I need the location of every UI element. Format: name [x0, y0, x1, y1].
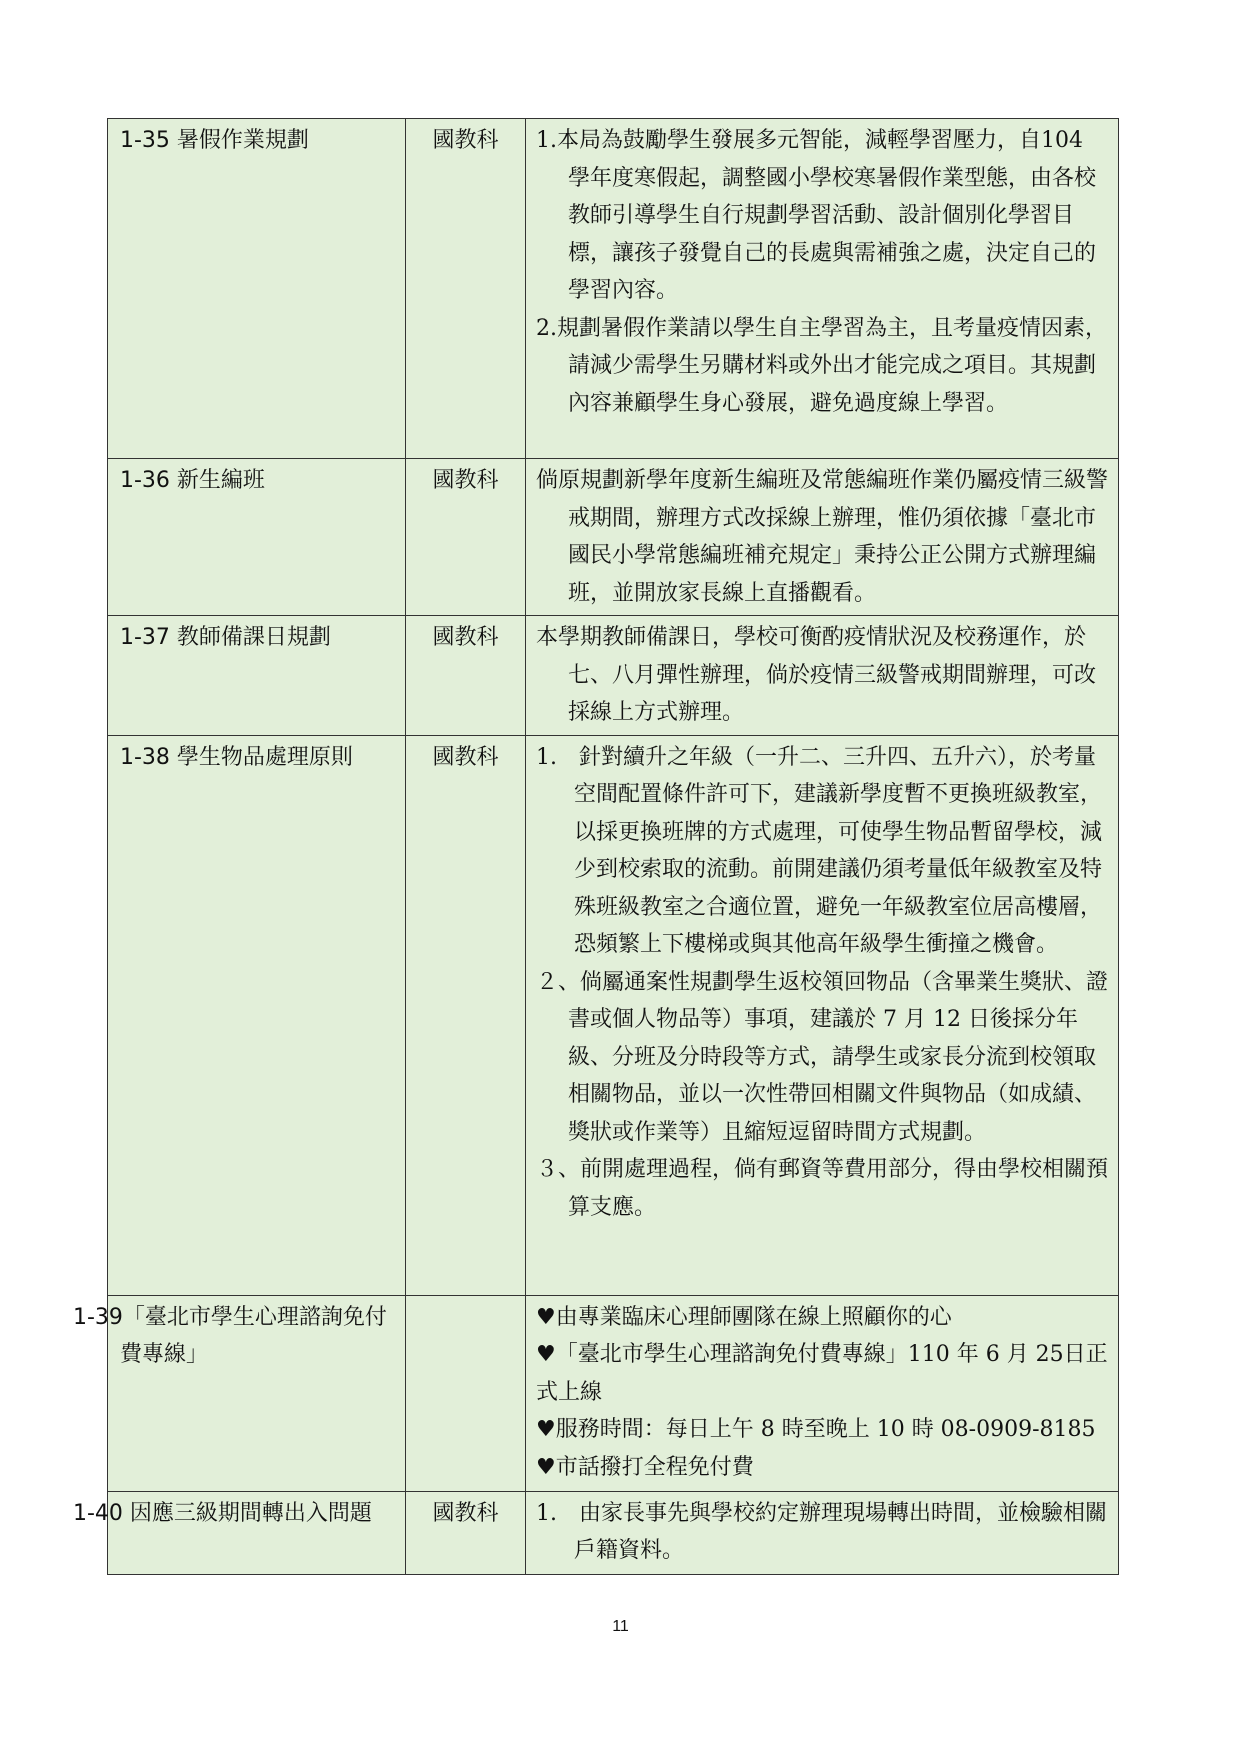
- content-paragraph: ３、前開處理過程，倘有郵資等費用部分，得由學校相關預算支應。: [536, 1157, 1109, 1220]
- content-paragraph: 2.規劃暑假作業請以學生自主學習為主，且考量疫情因素，請減少需學生另購材料或外出才能完成之項目。其規劃內容兼顧學生身心發展，避免過度線上學習。: [536, 315, 1107, 416]
- regulations-table: [73, 118, 1119, 1575]
- content-paragraph: ♥市話撥打全程免付費: [536, 1454, 754, 1480]
- topic-cell: 1-38 學生物品處理原則: [108, 735, 406, 1295]
- content-paragraph: 倘原規劃新學年度新生編班及常態編班作業仍屬疫情三級警戒期間，辦理方式改採線上辦理，惟仍須依據「臺北市國民小學常態編班補充規定」秉持公正公開方式辦理編班，並開放家長線上直播觀看。: [536, 468, 1109, 606]
- topic-cell: 1-36 新生編班: [108, 459, 406, 616]
- topic-cell: 1-35 暑假作業規劃: [108, 119, 406, 459]
- content-cell: [526, 119, 1119, 459]
- table-row: [108, 616, 1119, 736]
- department-cell: 國教科: [406, 735, 526, 1295]
- department-cell: 國教科: [406, 119, 526, 459]
- department-cell: 國教科: [406, 616, 526, 736]
- content-paragraph: ２、倘屬通案性規劃學生返校領回物品（含畢業生獎狀、證書或個人物品等）事項，建議於 7 月 12 日後採分年級、分班及分時段等方式，請學生或家長分流到校領取相關物品，並以一次性帶回相關文件與物品（如成績、獎狀或作業等）且縮短逗留時間方式規劃。: [536, 969, 1109, 1145]
- page-number: 11: [612, 1618, 629, 1635]
- table-row: [108, 735, 1119, 1295]
- content-paragraph: ♥由專業臨床心理師團隊在線上照顧你的心: [536, 1304, 952, 1330]
- content-paragraph: 1. 由家長事先與學校約定辦理現場轉出時間，並檢驗相關戶籍資料。: [536, 1500, 1107, 1563]
- department-cell: 國教科: [406, 1491, 526, 1574]
- content-paragraph: ♥「臺北市學生心理諮詢免付費專線」110 年 6 月 25日正式上線: [536, 1342, 1108, 1405]
- department-cell: 國教科: [406, 459, 526, 616]
- topic-cell: 1-39「臺北市學生心理諮詢免付費專線」: [108, 1295, 406, 1491]
- content-paragraph: ♥服務時間：每日上午 8 時至晚上 10 時 08-0909-8185: [536, 1417, 1096, 1442]
- department-cell: [406, 1295, 526, 1491]
- topic-cell: 1-40 因應三級期間轉出入問題: [108, 1491, 406, 1574]
- table-row: [108, 1491, 1119, 1574]
- content-paragraph: 1.本局為鼓勵學生發展多元智能，減輕學習壓力，自104 學年度寒假起，調整國小學校寒暑假作業型態，由各校教師引導學生自行規劃學習活動、設計個別化學習目標，讓孩子發覺自己的長處與需補強之處，決定自己的學習內容。: [536, 128, 1097, 303]
- content-cell: [526, 616, 1119, 736]
- content-cell: [526, 1295, 1119, 1491]
- content-cell: [526, 1491, 1119, 1574]
- table-row: [108, 1295, 1119, 1491]
- content-cell: [526, 735, 1119, 1295]
- content-cell: [526, 459, 1119, 616]
- content-paragraph: 本學期教師備課日，學校可衡酌疫情狀況及校務運作，於七、八月彈性辦理，倘於疫情三級警戒期間辦理，可改採線上方式辦理。: [536, 625, 1097, 725]
- table-row: [108, 119, 1119, 459]
- content-paragraph: 1. 針對續升之年級（一升二、三升四、五升六），於考量空間配置條件許可下，建議新學度暫不更換班級教室，以採更換班牌的方式處理，可使學生物品暫留學校，減少到校索取的流動。前開建議仍須考量低年級教室及特殊班級教室之合適位置，避免一年級教室位居高樓層，恐頻繁上下樓梯或與其他高年級學生衝撞之機會。: [536, 744, 1103, 957]
- table-row: [108, 459, 1119, 616]
- topic-cell: 1-37 教師備課日規劃: [108, 616, 406, 736]
